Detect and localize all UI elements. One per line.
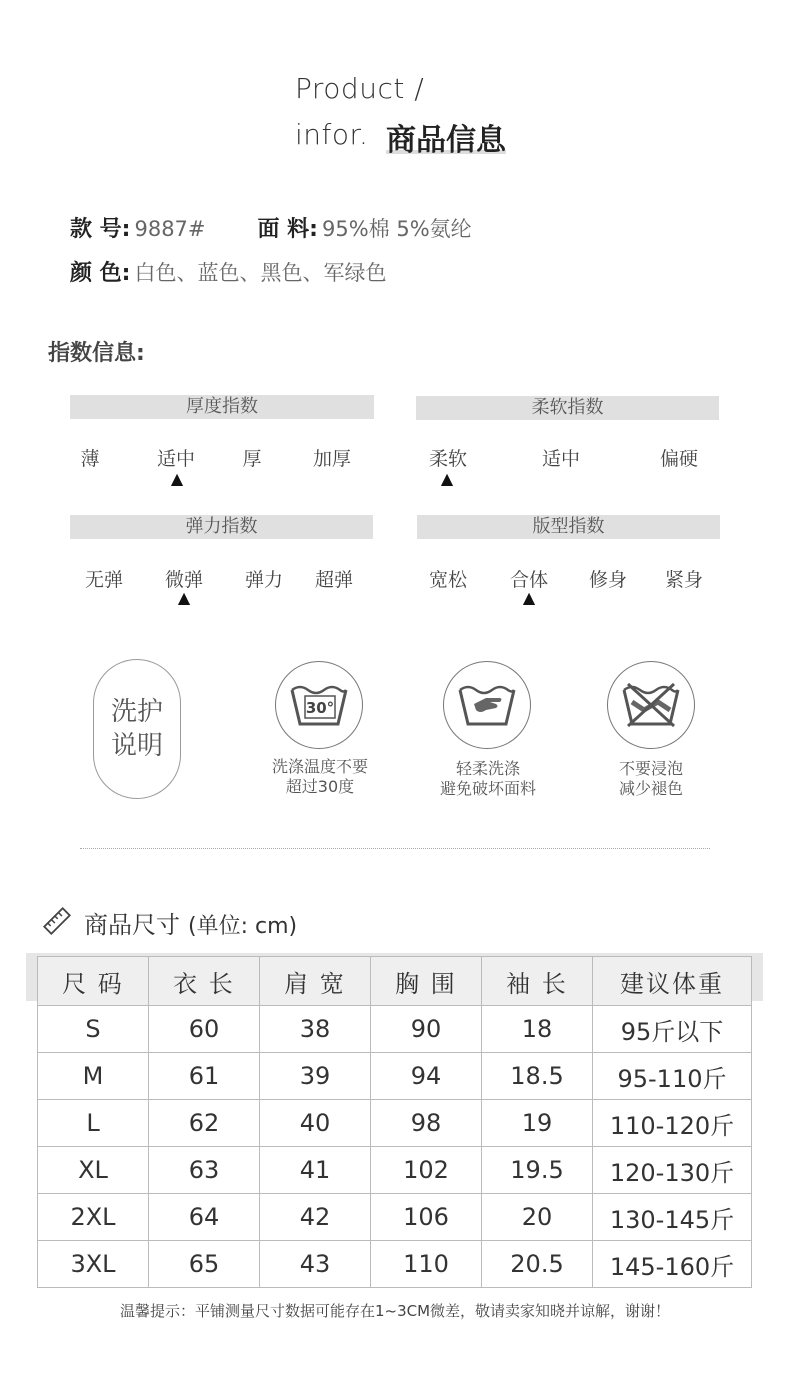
page-title: 商品信息	[386, 123, 506, 158]
fit-option: 紧身	[664, 569, 704, 591]
table-cell: 41	[260, 1147, 371, 1194]
table-cell: 98	[371, 1100, 482, 1147]
thickness-index-header: 厚度指数	[70, 395, 374, 419]
elasticity-option: 超弹	[314, 569, 354, 591]
care-label-line2: 说明	[110, 731, 163, 761]
care-text-line: 轻柔洗涤	[455, 759, 521, 778]
thickness-option: 适中	[156, 448, 196, 470]
thickness-option: 厚	[242, 448, 262, 470]
table-cell: 64	[149, 1194, 260, 1241]
table-cell: 120-130斤	[593, 1147, 752, 1194]
table-cell: 3XL	[38, 1241, 149, 1288]
table-cell: 65	[149, 1241, 260, 1288]
size-title-text: 商品尺寸	[84, 911, 180, 939]
softness-option: 适中	[541, 448, 581, 470]
fit-index-header: 版型指数	[417, 515, 720, 539]
table-cell: 130-145斤	[593, 1194, 752, 1241]
wash-temp-badge: 30°	[305, 699, 335, 717]
table-cell: 90	[371, 1006, 482, 1053]
table-cell: 95-110斤	[593, 1053, 752, 1100]
table-cell: 19.5	[482, 1147, 593, 1194]
table-cell: 20.5	[482, 1241, 593, 1288]
table-row	[38, 1100, 752, 1147]
table-cell: L	[38, 1100, 149, 1147]
care-text-line: 避免破坏面料	[439, 779, 537, 798]
header-sleeve: 袖 长	[482, 957, 593, 1006]
table-cell: 40	[260, 1100, 371, 1147]
softness-option: 偏硬	[659, 448, 699, 470]
ruler-icon	[42, 906, 72, 940]
header-chest: 胸 围	[371, 957, 482, 1006]
elasticity-option: 弹力	[244, 569, 284, 591]
title-en-line1: Product /	[295, 72, 425, 105]
table-cell: 20	[482, 1194, 593, 1241]
fabric-label: 面 料:	[257, 217, 318, 242]
care-label-line1: 洗护	[110, 697, 163, 727]
header-size: 尺 码	[38, 957, 149, 1006]
thickness-selected-marker: ▲	[170, 469, 184, 488]
size-table	[37, 956, 752, 1288]
thickness-option: 加厚	[312, 448, 352, 470]
fabric-value: 95%棉 5%氨纶	[321, 217, 472, 241]
color-row	[70, 256, 386, 287]
table-cell: 19	[482, 1100, 593, 1147]
footnote: 温馨提示：平铺测量尺寸数据可能存在1~3CM微差，敬请卖家知晓并谅解，谢谢！	[119, 1302, 671, 1320]
table-cell: 18	[482, 1006, 593, 1053]
table-cell: 63	[149, 1147, 260, 1194]
softness-option: 柔软	[428, 448, 468, 470]
table-cell: 106	[371, 1194, 482, 1241]
care-instructions-label	[93, 659, 181, 799]
table-cell: 60	[149, 1006, 260, 1053]
thickness-option: 薄	[80, 448, 100, 470]
style-label: 款 号:	[70, 217, 131, 242]
table-cell: 95斤以下	[593, 1006, 752, 1053]
fit-option: 合体	[509, 569, 549, 591]
table-cell: 61	[149, 1053, 260, 1100]
color-value: 白色、蓝色、黑色、军绿色	[134, 261, 387, 285]
care-text-line: 减少褪色	[618, 779, 684, 798]
table-cell: 145-160斤	[593, 1241, 752, 1288]
table-cell: S	[38, 1006, 149, 1053]
care-text-line: 不要浸泡	[618, 759, 684, 778]
table-row	[38, 1053, 752, 1100]
table-row	[38, 1006, 752, 1053]
table-cell: 110-120斤	[593, 1100, 752, 1147]
section-divider	[80, 848, 710, 849]
title-en-line2: infor.	[295, 118, 369, 151]
hand-wash-icon	[443, 661, 531, 749]
elasticity-option: 微弹	[164, 569, 204, 591]
header-weight: 建议体重	[593, 957, 752, 1006]
softness-index-header: 柔软指数	[416, 396, 719, 420]
table-cell: 38	[260, 1006, 371, 1053]
table-cell: 43	[260, 1241, 371, 1288]
do-not-soak-icon	[607, 661, 695, 749]
index-section-label: 指数信息:	[48, 341, 145, 366]
size-section-title	[84, 905, 297, 940]
wash-30-icon	[275, 661, 363, 749]
table-header-row	[38, 957, 752, 1006]
color-label: 颜 色:	[70, 261, 131, 286]
care-text-wash-temp	[272, 757, 368, 797]
elasticity-option: 无弹	[84, 569, 124, 591]
care-text-hand-wash	[440, 759, 536, 799]
style-value: 9887#	[134, 217, 206, 241]
fit-option: 宽松	[428, 569, 468, 591]
size-unit: (单位: cm)	[188, 914, 298, 939]
elasticity-selected-marker: ▲	[177, 588, 191, 607]
table-cell: M	[38, 1053, 149, 1100]
table-cell: 39	[260, 1053, 371, 1100]
table-cell: 2XL	[38, 1194, 149, 1241]
table-cell: 102	[371, 1147, 482, 1194]
care-text-no-soak	[619, 759, 683, 799]
header-shoulder: 肩 宽	[260, 957, 371, 1006]
table-cell: 110	[371, 1241, 482, 1288]
softness-selected-marker: ▲	[440, 469, 454, 488]
table-cell: XL	[38, 1147, 149, 1194]
table-row	[38, 1147, 752, 1194]
style-fabric-row	[70, 212, 472, 243]
table-cell: 62	[149, 1100, 260, 1147]
fit-selected-marker: ▲	[522, 588, 536, 607]
table-cell: 94	[371, 1053, 482, 1100]
table-cell: 42	[260, 1194, 371, 1241]
table-cell: 18.5	[482, 1053, 593, 1100]
fit-option: 修身	[588, 569, 628, 591]
care-text-line: 超过30度	[285, 777, 355, 796]
table-row	[38, 1241, 752, 1288]
table-row	[38, 1194, 752, 1241]
care-text-line: 洗涤温度不要	[271, 757, 369, 776]
elasticity-index-header: 弹力指数	[70, 515, 373, 539]
header-length: 衣 长	[149, 957, 260, 1006]
